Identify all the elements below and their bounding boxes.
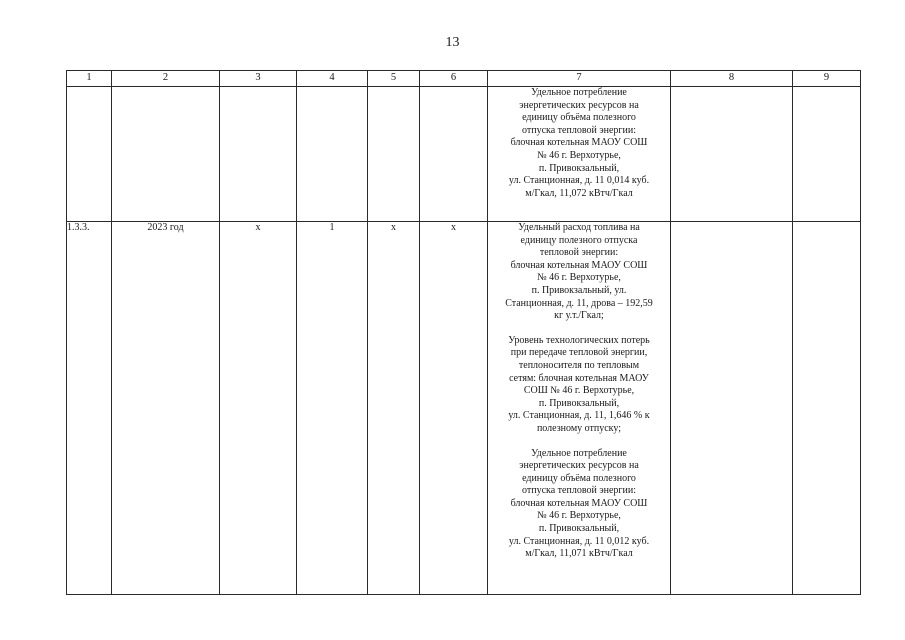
row-number-cell: 1.3.3. [67, 222, 112, 595]
indicator-text: Удельное потребление энергетических ресурсов на единицу объёма полезного отпуска тепловой энергии: блочная котельная МАОУ СОШ № 46 г. Верхотурье, п. Привокзальный, ул. Станционная, д. 11 0,012 куб. м/Гкал, 11,071 кВтч/Гкал [508, 447, 650, 560]
indicator-text: Удельный расход топлива на единицу полезного отпуска тепловой энергии: блочная котельная МАОУ СОШ № 46 г. Верхотурье, п. Привокзальный, ул. Станционная, д. 11, дрова – 192,59 кг у.т./Гкал; [505, 222, 653, 322]
column-header: 5 [368, 71, 420, 87]
data-table [66, 70, 861, 595]
column-header: 8 [671, 71, 793, 87]
column-header: 3 [220, 71, 297, 87]
table-row [67, 87, 861, 222]
column-header: 2 [112, 71, 220, 87]
column-header: 6 [420, 71, 488, 87]
table-cell: 1 [297, 222, 368, 595]
indicator-text: Уровень технологических потерь при передаче тепловой энергии, теплоносителя по тепловым сетям: блочная котельная МАОУ СОШ № 46 г. Верхотурье, п. Привокзальный, ул. Станционная, д. 11, 1,646 % к полезному отпуску; [508, 334, 650, 434]
table-cell [112, 87, 220, 222]
column-header: 4 [297, 71, 368, 87]
table-cell [220, 87, 297, 222]
table-cell [671, 87, 793, 222]
table-cell: х [420, 222, 488, 595]
table-cell: х [368, 222, 420, 595]
table-cell: х [220, 222, 297, 595]
indicator-cell [488, 87, 671, 222]
table-cell [67, 87, 112, 222]
table-cell [671, 222, 793, 595]
table-cell [420, 87, 488, 222]
indicator-cell [488, 222, 671, 595]
page-number: 13 [445, 35, 460, 50]
table-cell [793, 222, 861, 595]
column-header: 9 [793, 71, 861, 87]
column-header: 7 [488, 71, 671, 87]
table-cell [793, 87, 861, 222]
table-header-row [67, 71, 861, 87]
column-header: 1 [67, 71, 112, 87]
year-cell: 2023 год [112, 222, 220, 595]
table-cell [368, 87, 420, 222]
table-cell [297, 87, 368, 222]
indicator-text: Удельное потребление энергетических ресурсов на единицу объёма полезного отпуска тепловой энергии: блочная котельная МАОУ СОШ № 46 г. Верхотурье, п. Привокзальный, ул. Станционная, д. 11 0,014 куб. м/Гкал, 11,072 кВтч/Гкал [508, 87, 650, 199]
table-row [67, 222, 861, 595]
